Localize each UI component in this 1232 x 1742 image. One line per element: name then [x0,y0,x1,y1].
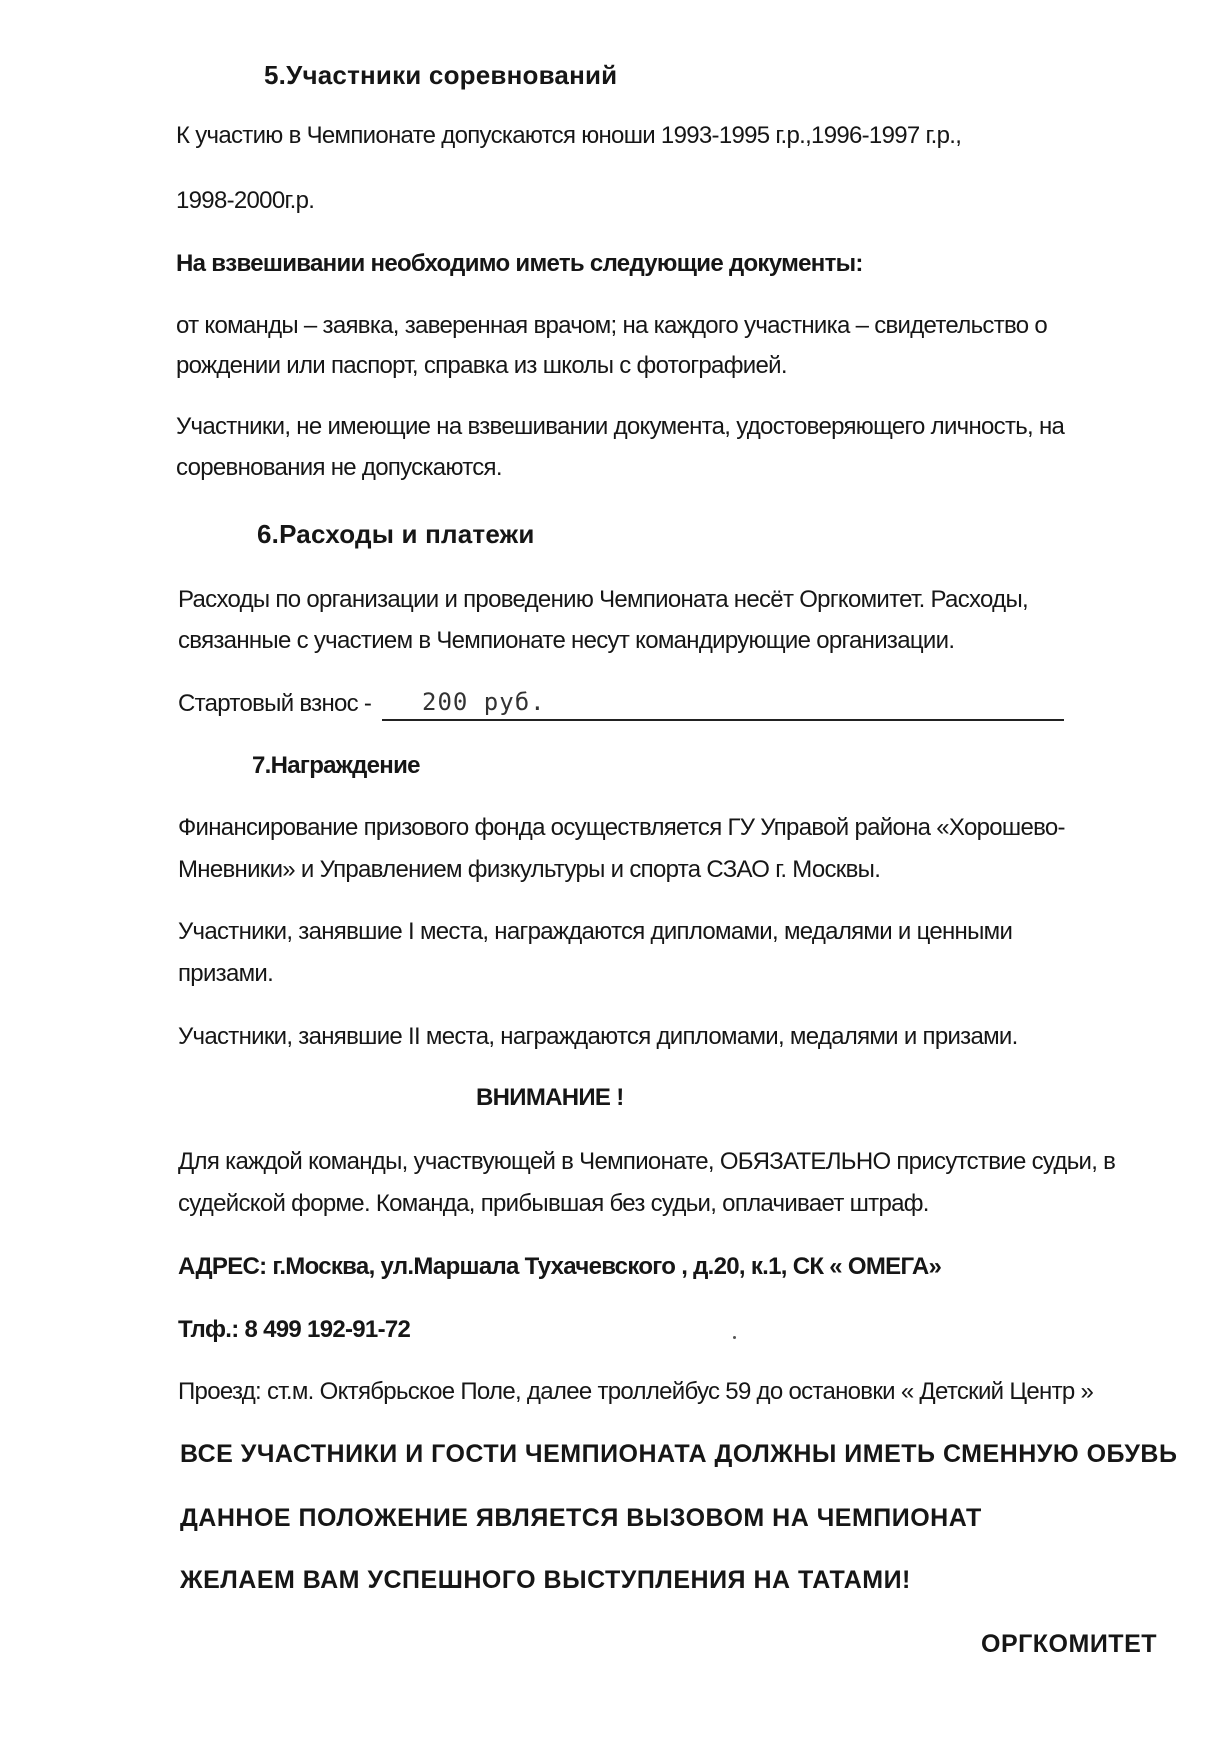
signature: ОРГКОМИТЕТ [981,1630,1158,1658]
section-5-paragraph-1-line-2: 1998-2000г.р. [176,187,315,214]
attention-heading: ВНИМАНИЕ ! [476,1084,624,1111]
section-6-heading: 6.Расходы и платежи [257,519,535,549]
attention-line-1: Для каждой команды, участвующей в Чемпионате, ОБЯЗАТЕЛЬНО присутствие судьи, в [178,1148,1116,1175]
documents-heading: На взвешивании необходимо иметь следующие документы: [176,250,863,277]
speck-dot [733,1336,736,1339]
section-6-paragraph-line-1: Расходы по организации и проведению Чемпионата несёт Оргкомитет. Расходы, [178,586,1028,613]
entry-fee-underline [382,719,1064,721]
attention-line-2: судейской форме. Команда, прибывшая без судьи, оплачивает штраф. [178,1190,929,1217]
closing-line-2: ДАННОЕ ПОЛОЖЕНИЕ ЯВЛЯЕТСЯ ВЫЗОВОМ НА ЧЕМПИОНАТ [180,1504,982,1532]
section-7-paragraph-1-line-2: Мневники» и Управлением физкультуры и спорта СЗАО г. Москвы. [178,856,881,883]
entry-fee-value: 200 руб. [422,688,546,716]
section-5-heading: 5.Участники соревнований [264,60,618,90]
section-6-paragraph-line-2: связанные с участием в Чемпионате несут командирующие организации. [178,627,955,654]
section-5-paragraph-1-line-1: К участию в Чемпионате допускаются юноши 1993-1995 г.р.,1996-1997 г.р., [176,122,962,149]
closing-line-1: ВСЕ УЧАСТНИКИ И ГОСТИ ЧЕМПИОНАТА ДОЛЖНЫ ИМЕТЬ СМЕННУЮ ОБУВЬ [180,1440,1178,1468]
section-7-paragraph-1-line-1: Финансирование призового фонда осуществляется ГУ Управой района «Хорошево- [178,814,1065,841]
directions: Проезд: ст.м. Октябрьское Поле, далее троллейбус 59 до остановки « Детский Центр » [178,1378,1094,1405]
section-7-paragraph-3: Участники, занявшие II места, награждаются дипломами, медалями и призами. [178,1023,1018,1050]
section-7-paragraph-2-line-2: призами. [178,960,274,987]
closing-line-3: ЖЕЛАЕМ ВАМ УСПЕШНОГО ВЫСТУПЛЕНИЯ НА ТАТАМИ! [180,1566,911,1594]
address: АДРЕС: г.Москва, ул.Маршала Тухачевского , д.20, к.1, СК « ОМЕГА» [178,1253,942,1280]
section-5-paragraph-2-line-1: от команды – заявка, заверенная врачом; на каждого участника – свидетельство о [176,312,1048,339]
section-7-paragraph-2-line-1: Участники, занявшие I места, награждаются дипломами, медалями и ценными [178,918,1013,945]
section-5-paragraph-2-line-2: рождении или паспорт, справка из школы с фотографией. [176,352,787,379]
section-5-paragraph-3-line-2: соревнования не допускаются. [176,454,502,481]
entry-fee-label: Стартовый взнос - [178,690,372,717]
section-5-paragraph-3-line-1: Участники, не имеющие на взвешивании документа, удостоверяющего личность, на [176,413,1065,440]
entry-fee-row [178,690,1098,726]
section-7-heading: 7.Награждение [252,752,420,779]
phone: Тлф.: 8 499 192-91-72 [178,1316,411,1343]
